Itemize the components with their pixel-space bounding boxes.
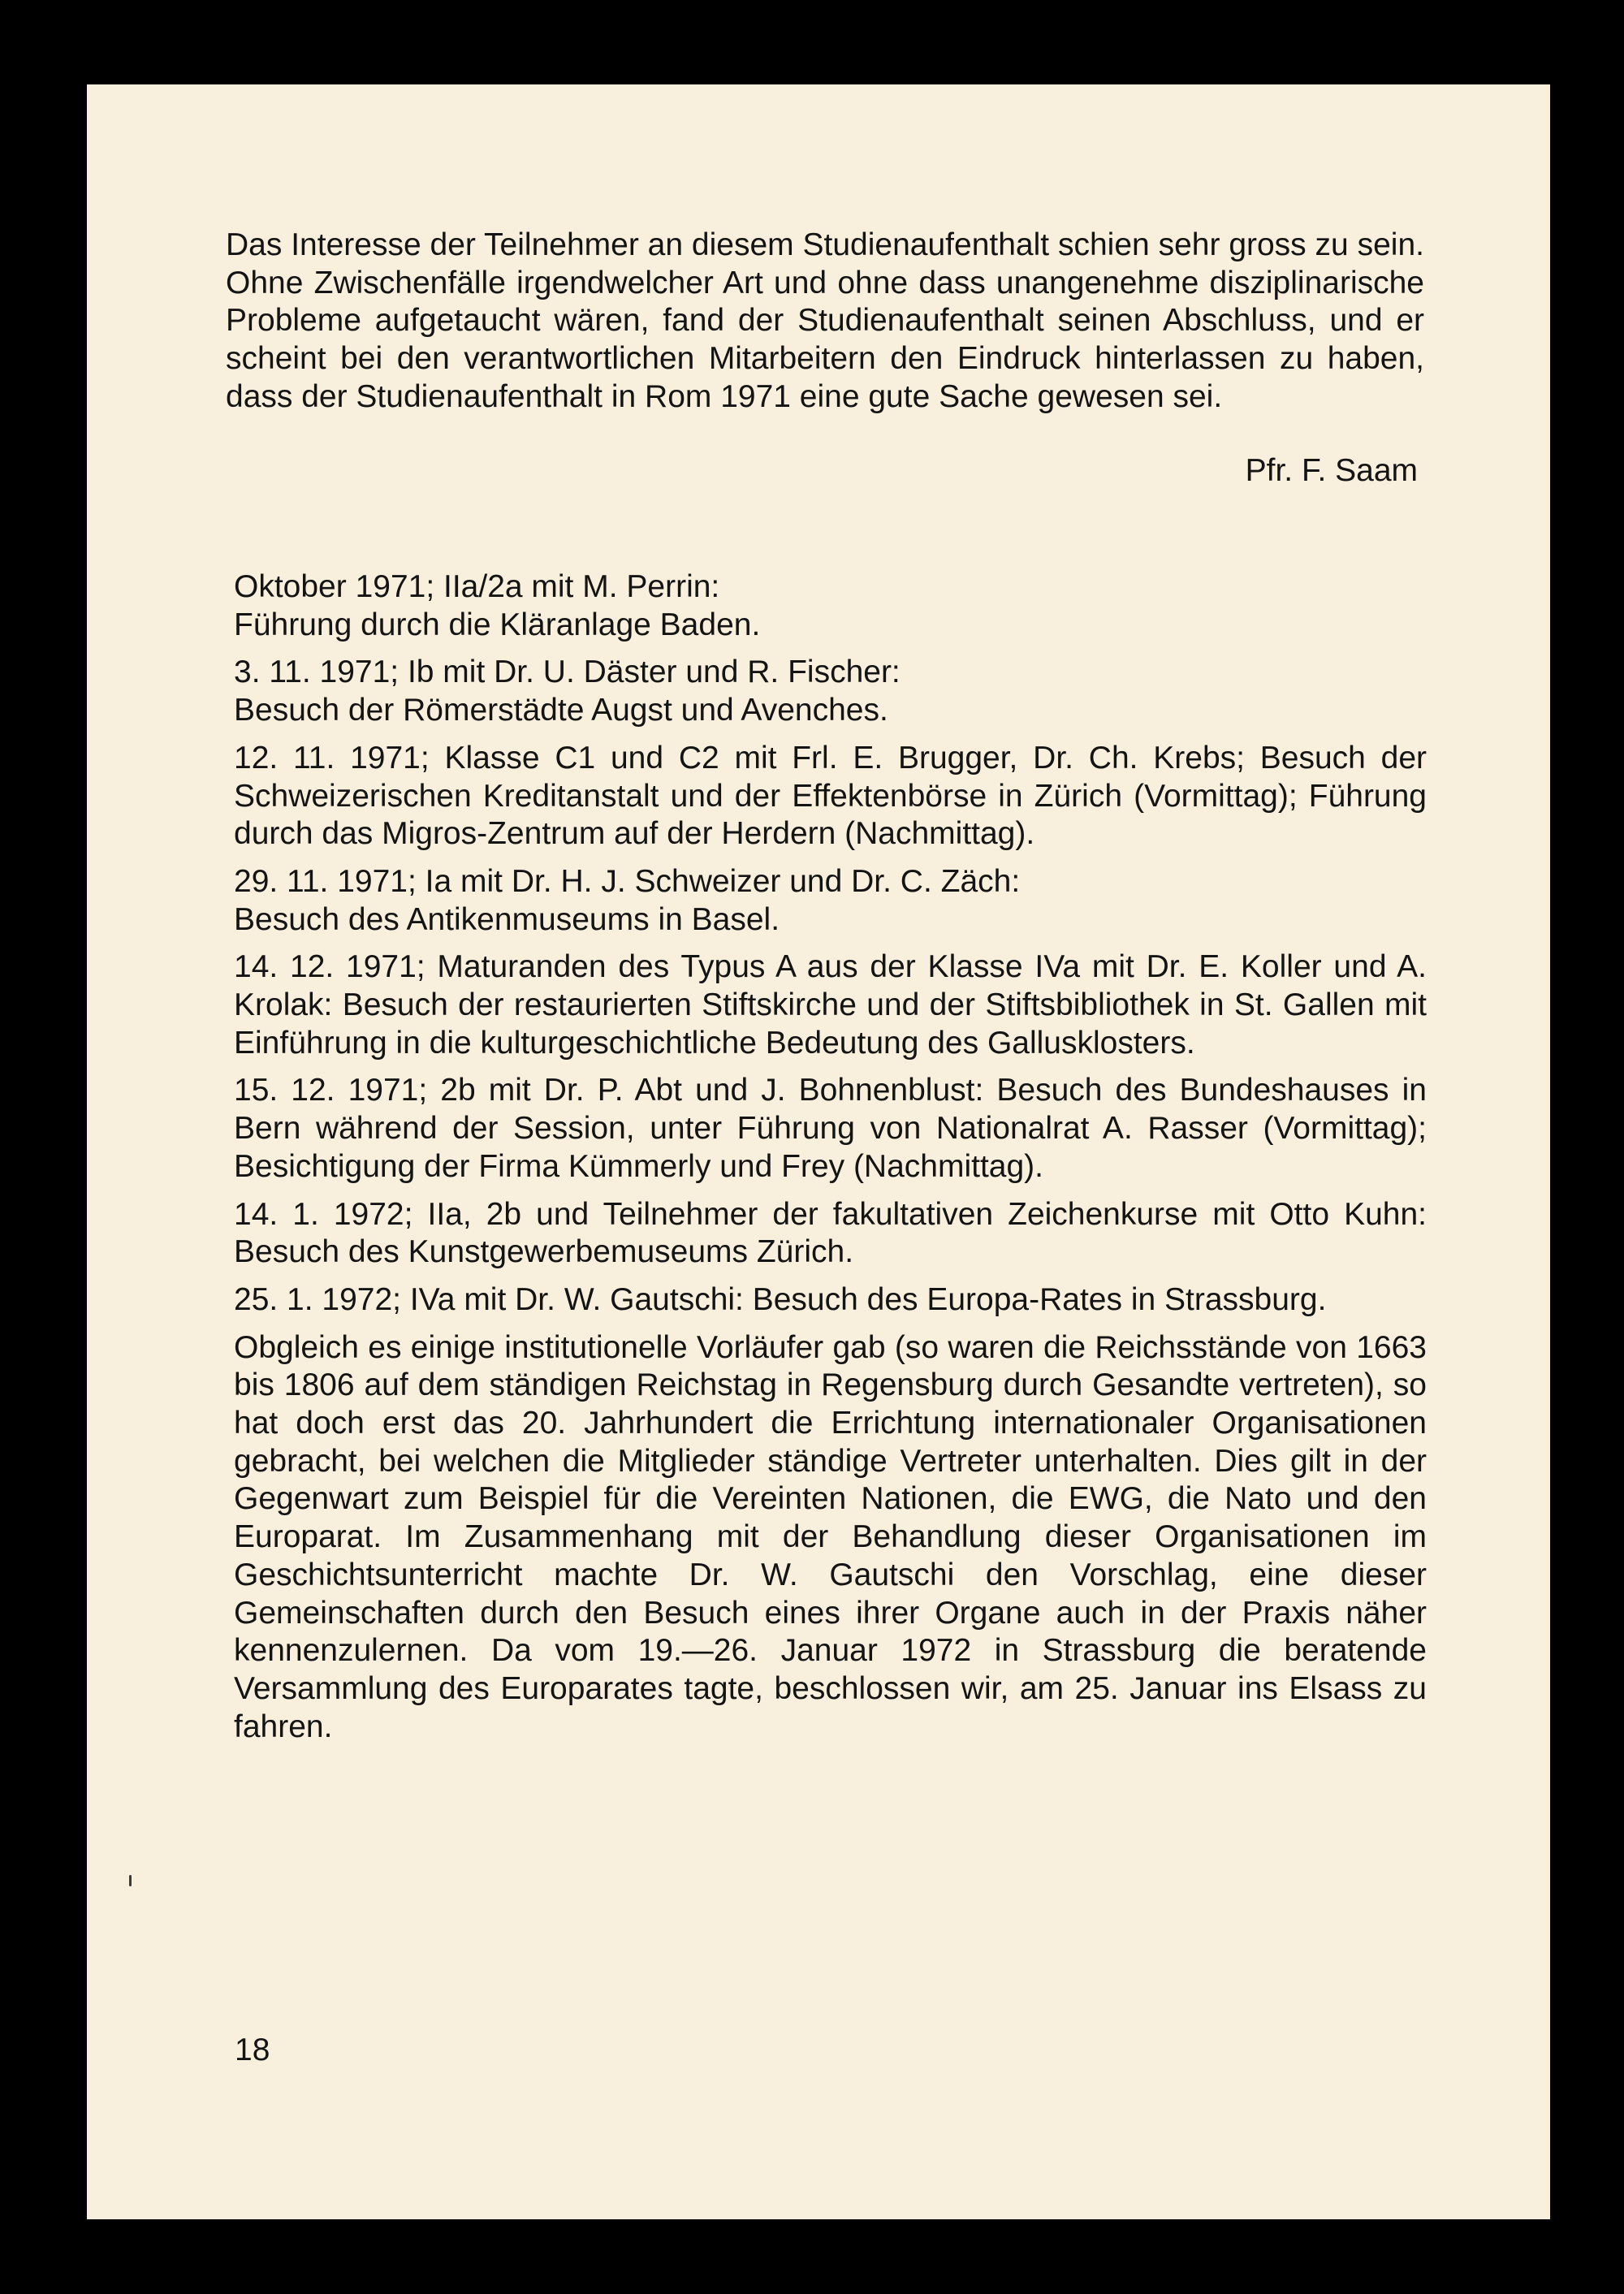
entry-text: 25. 1. 1972; IVa mit Dr. W. Gautschi: Besuch des Europa-Rates in Strassburg. — [234, 1281, 1327, 1317]
entry-text: 12. 11. 1971; Klasse C1 und C2 mit Frl. E. Brugger, Dr. Ch. Krebs; Besuch der Schweizerischen Kreditanstalt und der Effektenbörse in Zürich (Vormittag); Führung durch das Migros-Zentrum auf der Herdern (Nachmittag). — [234, 740, 1427, 852]
page-number: 18 — [235, 2033, 270, 2067]
paper-speck — [129, 1875, 132, 1886]
entry-heading: 3. 11. 1971; Ib mit Dr. U. Däster und R. Fischer: — [234, 655, 901, 690]
entry-heading: 29. 11. 1971; Ia mit Dr. H. J. Schweizer und Dr. C. Zäch: — [234, 863, 1021, 899]
entry-heading: Oktober 1971; IIa/2a mit M. Perrin: — [234, 569, 720, 604]
excursion-list — [234, 568, 1427, 1746]
list-item — [234, 948, 1427, 1062]
list-item — [234, 863, 1427, 939]
list-item — [234, 1072, 1427, 1186]
list-item — [234, 654, 1427, 729]
entry-body: Führung durch die Kläranlage Baden. — [234, 607, 761, 642]
entry-body: Besuch der Römerstädte Augst und Avenches. — [234, 693, 888, 728]
list-item — [234, 568, 1427, 644]
entry-body: Besuch des Antikenmuseums in Basel. — [234, 901, 780, 937]
list-item — [234, 740, 1427, 853]
document-page — [87, 84, 1550, 2219]
signature-line: Pfr. F. Saam — [1245, 453, 1418, 488]
list-item — [234, 1281, 1427, 1320]
entry-text: 14. 1. 1972; IIa, 2b und Teilnehmer der fakultativen Zeichenkurse mit Otto Kuhn: Besuch des Kunstgewerbemuseums Zürich. — [234, 1196, 1427, 1270]
entry-text: 14. 12. 1971; Maturanden des Typus A aus der Klasse IVa mit Dr. E. Koller und A. Krolak: Besuch der restaurierten Stiftskirche und der Stiftsbibliothek in St. Gallen mit Einführung in die kulturgeschichtliche Bedeutung des Gallusklosters. — [234, 949, 1427, 1061]
intro-paragraph: Das Interesse der Teilnehmer an diesem Studienaufenthalt schien sehr gross zu sein. Ohne Zwischenfälle irgendwelcher Art und ohne dass unangenehme disziplinarische Probleme aufgetaucht wären, fand der Studienaufenthalt seinen Abschluss, und er scheint bei den verantwortlichen Mitarbeitern den Eindruck hinterlassen zu haben, dass der Studienaufenthalt in Rom 1971 eine gute Sache gewesen sei. — [226, 227, 1424, 414]
list-item — [234, 1196, 1427, 1272]
closing-paragraph: Obgleich es einige institutionelle Vorläufer gab (so waren die Reichsstände von 1663 bis 1806 auf dem ständigen Reichstag in Regensburg durch Gesandte vertreten), so hat doch erst das 20. Jahrhundert die Errichtung internationaler Organisationen gebracht, bei welchen die Mitglieder ständige Vertreter unterhalten. Dies gilt in der Gegenwart zum Beispiel für die Vereinten Nationen, die EWG, die Nato und den Europarat. Im Zusammenhang mit der Behandlung dieser Organisationen im Geschichtsunterricht machte Dr. W. Gautschi den Vorschlag, eine dieser Gemeinschaften durch den Besuch eines ihrer Organe auch in der Praxis näher kennenzulernen. Da vom 19.—26. Januar 1972 in Strassburg die beratende Versammlung des Europarates tagte, beschlossen wir, am 25. Januar ins Elsass zu fahren. — [234, 1329, 1427, 1744]
entry-text: 15. 12. 1971; 2b mit Dr. P. Abt und J. Bohnenblust: Besuch des Bundeshauses in Bern während der Session, unter Führung von Nationalrat A. Rasser (Vormittag); Besichtigung der Firma Kümmerly und Frey (Nachmittag). — [234, 1073, 1427, 1184]
